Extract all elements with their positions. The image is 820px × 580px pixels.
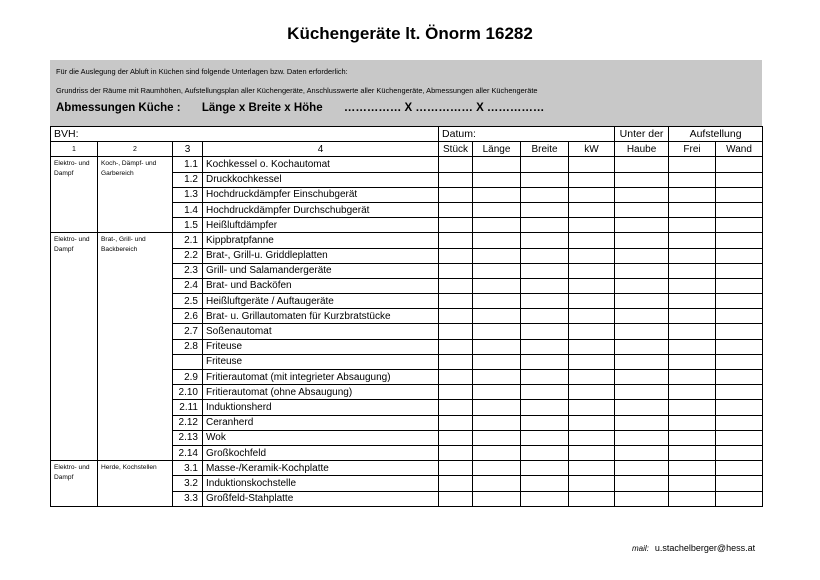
input-cell-breite[interactable]	[521, 294, 569, 309]
input-cell-stueck[interactable]	[439, 202, 473, 217]
item-number: 1.2	[173, 172, 203, 187]
input-cell-kw[interactable]	[569, 218, 615, 233]
input-cell-breite[interactable]	[521, 385, 569, 400]
input-cell-haube[interactable]	[615, 476, 669, 491]
input-cell-kw[interactable]	[569, 415, 615, 430]
input-cell-frei[interactable]	[669, 339, 716, 354]
input-cell-wand[interactable]	[716, 309, 763, 324]
input-cell-wand[interactable]	[716, 491, 763, 506]
input-cell-stueck[interactable]	[439, 187, 473, 202]
item-number: 2.13	[173, 430, 203, 445]
input-cell-frei[interactable]	[669, 294, 716, 309]
input-cell-frei[interactable]	[669, 354, 716, 369]
item-number: 2.2	[173, 248, 203, 263]
input-cell-frei[interactable]	[669, 430, 716, 445]
input-cell-kw[interactable]	[569, 400, 615, 415]
appliance-table	[50, 126, 763, 507]
input-cell-haube[interactable]	[615, 445, 669, 460]
item-description: Grill- und Salamandergeräte	[203, 263, 439, 278]
dimensions-label: Abmessungen Küche :	[56, 102, 181, 114]
input-cell-frei[interactable]	[669, 172, 716, 187]
input-cell-frei[interactable]	[669, 476, 716, 491]
item-number: 2.6	[173, 309, 203, 324]
header-row-1	[51, 127, 763, 142]
group-type: Elektro- und Dampf	[51, 233, 98, 461]
input-cell-breite[interactable]	[521, 370, 569, 385]
input-cell-kw[interactable]	[569, 187, 615, 202]
input-cell-haube[interactable]	[615, 324, 669, 339]
input-cell-breite[interactable]	[521, 218, 569, 233]
item-description: Induktionskochstelle	[203, 476, 439, 491]
input-cell-frei[interactable]	[669, 278, 716, 293]
input-cell-frei[interactable]	[669, 400, 716, 415]
input-cell-kw[interactable]	[569, 354, 615, 369]
input-cell-laenge[interactable]	[473, 461, 521, 476]
col-3-header: 3	[173, 142, 203, 157]
item-description: Hochdruckdämpfer Einschubgerät	[203, 187, 439, 202]
input-cell-wand[interactable]	[716, 187, 763, 202]
input-cell-breite[interactable]	[521, 278, 569, 293]
breite-header: Breite	[521, 142, 569, 157]
group-area: Herde, Kochstellen	[98, 461, 173, 507]
item-description: Induktionsherd	[203, 400, 439, 415]
input-cell-kw[interactable]	[569, 172, 615, 187]
input-cell-wand[interactable]	[716, 476, 763, 491]
input-cell-kw[interactable]	[569, 157, 615, 172]
input-cell-laenge[interactable]	[473, 309, 521, 324]
input-cell-wand[interactable]	[716, 415, 763, 430]
item-description: Ceranherd	[203, 415, 439, 430]
input-cell-frei[interactable]	[669, 385, 716, 400]
item-description: Brat- u. Grillautomaten für Kurzbratstücke	[203, 309, 439, 324]
input-cell-stueck[interactable]	[439, 218, 473, 233]
input-cell-stueck[interactable]	[439, 476, 473, 491]
item-description: Friteuse	[203, 354, 439, 369]
item-description: Kippbratpfanne	[203, 233, 439, 248]
bvh-cell: BVH:	[51, 127, 439, 142]
input-cell-frei[interactable]	[669, 233, 716, 248]
table-row	[51, 461, 763, 476]
input-cell-kw[interactable]	[569, 461, 615, 476]
input-cell-breite[interactable]	[521, 309, 569, 324]
input-cell-wand[interactable]	[716, 400, 763, 415]
input-cell-wand[interactable]	[716, 294, 763, 309]
input-cell-kw[interactable]	[569, 202, 615, 217]
input-cell-breite[interactable]	[521, 445, 569, 460]
dimensions-blank: …………… X …………… X ……………	[343, 102, 545, 114]
input-cell-laenge[interactable]	[473, 157, 521, 172]
input-cell-stueck[interactable]	[439, 233, 473, 248]
info-line-1: Für die Auslegung der Abluft in Küchen sind folgende Unterlagen bzw. Daten erforderlich:	[56, 67, 348, 76]
item-description: Heißluftdämpfer	[203, 218, 439, 233]
input-cell-frei[interactable]	[669, 202, 716, 217]
input-cell-kw[interactable]	[569, 370, 615, 385]
item-description: Brat-, Grill-u. Griddleplatten	[203, 248, 439, 263]
input-cell-haube[interactable]	[615, 172, 669, 187]
input-cell-wand[interactable]	[716, 385, 763, 400]
input-cell-stueck[interactable]	[439, 461, 473, 476]
mail-label: mail:	[632, 544, 649, 553]
input-cell-laenge[interactable]	[473, 294, 521, 309]
input-cell-frei[interactable]	[669, 324, 716, 339]
item-number: 1.5	[173, 218, 203, 233]
input-cell-kw[interactable]	[569, 324, 615, 339]
input-cell-laenge[interactable]	[473, 324, 521, 339]
item-description: Wok	[203, 430, 439, 445]
item-number: 3.2	[173, 476, 203, 491]
input-cell-breite[interactable]	[521, 263, 569, 278]
input-cell-laenge[interactable]	[473, 400, 521, 415]
item-number: 2.14	[173, 445, 203, 460]
item-number: 1.1	[173, 157, 203, 172]
datum-cell: Datum:	[439, 127, 615, 142]
item-description: Masse-/Keramik-Kochplatte	[203, 461, 439, 476]
input-cell-kw[interactable]	[569, 339, 615, 354]
item-description: Hochdruckdämpfer Durchschubgerät	[203, 202, 439, 217]
item-number: 2.3	[173, 263, 203, 278]
input-cell-breite[interactable]	[521, 476, 569, 491]
col-1-header: 1	[51, 142, 98, 157]
item-number: 1.3	[173, 187, 203, 202]
item-description: Großkochfeld	[203, 445, 439, 460]
input-cell-haube[interactable]	[615, 233, 669, 248]
input-cell-breite[interactable]	[521, 339, 569, 354]
input-cell-stueck[interactable]	[439, 445, 473, 460]
input-cell-wand[interactable]	[716, 157, 763, 172]
input-cell-wand[interactable]	[716, 263, 763, 278]
col-2-header: 2	[98, 142, 173, 157]
input-cell-frei[interactable]	[669, 248, 716, 263]
item-description: Kochkessel o. Kochautomat	[203, 157, 439, 172]
item-description: Fritierautomat (ohne Absaugung)	[203, 385, 439, 400]
input-cell-haube[interactable]	[615, 385, 669, 400]
input-cell-haube[interactable]	[615, 278, 669, 293]
item-number: 2.12	[173, 415, 203, 430]
input-cell-haube[interactable]	[615, 339, 669, 354]
input-cell-wand[interactable]	[716, 278, 763, 293]
input-cell-stueck[interactable]	[439, 430, 473, 445]
input-cell-breite[interactable]	[521, 187, 569, 202]
col-4-header: 4	[203, 142, 439, 157]
input-cell-kw[interactable]	[569, 233, 615, 248]
input-cell-frei[interactable]	[669, 491, 716, 506]
input-cell-haube[interactable]	[615, 248, 669, 263]
dimensions-value: Länge x Breite x Höhe	[201, 102, 323, 114]
input-cell-laenge[interactable]	[473, 218, 521, 233]
input-cell-kw[interactable]	[569, 445, 615, 460]
kw-header: kW	[569, 142, 615, 157]
input-cell-frei[interactable]	[669, 263, 716, 278]
input-cell-stueck[interactable]	[439, 278, 473, 293]
item-number: 2.1	[173, 233, 203, 248]
input-cell-kw[interactable]	[569, 491, 615, 506]
input-cell-frei[interactable]	[669, 309, 716, 324]
input-cell-breite[interactable]	[521, 430, 569, 445]
item-description: Brat- und Backöfen	[203, 278, 439, 293]
unter-der-cell: Unter der	[615, 127, 669, 142]
laenge-header: Länge	[473, 142, 521, 157]
input-cell-stueck[interactable]	[439, 263, 473, 278]
input-cell-stueck[interactable]	[439, 324, 473, 339]
item-number: 2.8	[173, 339, 203, 354]
group-type: Elektro- und Dampf	[51, 461, 98, 507]
input-cell-haube[interactable]	[615, 491, 669, 506]
input-cell-laenge[interactable]	[473, 172, 521, 187]
input-cell-kw[interactable]	[569, 263, 615, 278]
input-cell-wand[interactable]	[716, 370, 763, 385]
input-cell-frei[interactable]	[669, 370, 716, 385]
input-cell-wand[interactable]	[716, 248, 763, 263]
input-cell-laenge[interactable]	[473, 278, 521, 293]
info-box	[50, 60, 762, 126]
input-cell-haube[interactable]	[615, 400, 669, 415]
input-cell-haube[interactable]	[615, 294, 669, 309]
group-area: Koch-, Dämpf- und Garbereich	[98, 157, 173, 233]
input-cell-frei[interactable]	[669, 157, 716, 172]
input-cell-haube[interactable]	[615, 309, 669, 324]
input-cell-wand[interactable]	[716, 354, 763, 369]
input-cell-breite[interactable]	[521, 233, 569, 248]
input-cell-wand[interactable]	[716, 324, 763, 339]
input-cell-stueck[interactable]	[439, 294, 473, 309]
input-cell-breite[interactable]	[521, 248, 569, 263]
item-number: 3.1	[173, 461, 203, 476]
input-cell-laenge[interactable]	[473, 445, 521, 460]
input-cell-frei[interactable]	[669, 445, 716, 460]
input-cell-laenge[interactable]	[473, 339, 521, 354]
input-cell-stueck[interactable]	[439, 491, 473, 506]
item-number: 3.3	[173, 491, 203, 506]
input-cell-breite[interactable]	[521, 202, 569, 217]
table-row	[51, 233, 763, 248]
input-cell-wand[interactable]	[716, 218, 763, 233]
input-cell-wand[interactable]	[716, 339, 763, 354]
item-number: 2.4	[173, 278, 203, 293]
input-cell-haube[interactable]	[615, 187, 669, 202]
item-description: Friteuse	[203, 339, 439, 354]
input-cell-wand[interactable]	[716, 461, 763, 476]
input-cell-wand[interactable]	[716, 172, 763, 187]
mail-address[interactable]: u.stachelberger@hess.at	[654, 543, 756, 553]
input-cell-stueck[interactable]	[439, 157, 473, 172]
input-cell-stueck[interactable]	[439, 400, 473, 415]
input-cell-haube[interactable]	[615, 202, 669, 217]
frei-header: Frei	[669, 142, 716, 157]
input-cell-laenge[interactable]	[473, 187, 521, 202]
input-cell-frei[interactable]	[669, 415, 716, 430]
input-cell-breite[interactable]	[521, 415, 569, 430]
page-title: Küchengeräte lt. Önorm 16282	[287, 24, 533, 43]
input-cell-haube[interactable]	[615, 157, 669, 172]
haube-header: Haube	[615, 142, 669, 157]
input-cell-kw[interactable]	[569, 430, 615, 445]
input-cell-laenge[interactable]	[473, 354, 521, 369]
input-cell-breite[interactable]	[521, 157, 569, 172]
item-number	[173, 354, 203, 369]
input-cell-wand[interactable]	[716, 202, 763, 217]
input-cell-breite[interactable]	[521, 400, 569, 415]
input-cell-breite[interactable]	[521, 324, 569, 339]
input-cell-breite[interactable]	[521, 491, 569, 506]
group-type: Elektro- und Dampf	[51, 157, 98, 233]
input-cell-stueck[interactable]	[439, 415, 473, 430]
item-number: 2.5	[173, 294, 203, 309]
item-number: 1.4	[173, 202, 203, 217]
input-cell-laenge[interactable]	[473, 202, 521, 217]
input-cell-breite[interactable]	[521, 172, 569, 187]
input-cell-haube[interactable]	[615, 263, 669, 278]
input-cell-haube[interactable]	[615, 218, 669, 233]
input-cell-stueck[interactable]	[439, 172, 473, 187]
input-cell-kw[interactable]	[569, 476, 615, 491]
input-cell-wand[interactable]	[716, 233, 763, 248]
info-line-2: Grundriss der Räume mit Raumhöhen, Aufstellungsplan aller Küchengeräte, Anschlusswerte aller Küchengeräte, Abmessungen aller Küchengeräte	[56, 86, 538, 95]
input-cell-wand[interactable]	[716, 445, 763, 460]
table-row	[51, 157, 763, 172]
input-cell-laenge[interactable]	[473, 476, 521, 491]
input-cell-stueck[interactable]	[439, 354, 473, 369]
item-number: 2.10	[173, 385, 203, 400]
input-cell-laenge[interactable]	[473, 385, 521, 400]
input-cell-haube[interactable]	[615, 461, 669, 476]
input-cell-frei[interactable]	[669, 218, 716, 233]
kitchen-dimensions	[56, 102, 756, 114]
input-cell-stueck[interactable]	[439, 248, 473, 263]
input-cell-kw[interactable]	[569, 278, 615, 293]
stueck-header: Stück	[439, 142, 473, 157]
item-number: 2.11	[173, 400, 203, 415]
input-cell-stueck[interactable]	[439, 339, 473, 354]
item-number: 2.7	[173, 324, 203, 339]
input-cell-kw[interactable]	[569, 385, 615, 400]
input-cell-stueck[interactable]	[439, 385, 473, 400]
input-cell-wand[interactable]	[716, 430, 763, 445]
input-cell-laenge[interactable]	[473, 233, 521, 248]
item-description: Fritierautomat (mit integrieter Absaugung)	[203, 370, 439, 385]
input-cell-laenge[interactable]	[473, 370, 521, 385]
input-cell-laenge[interactable]	[473, 430, 521, 445]
input-cell-frei[interactable]	[669, 187, 716, 202]
item-description: Soßenautomat	[203, 324, 439, 339]
item-description: Heißluftgeräte / Auftaugeräte	[203, 294, 439, 309]
item-description: Druckkochkessel	[203, 172, 439, 187]
input-cell-kw[interactable]	[569, 294, 615, 309]
group-area: Brat-, Grill- und Backbereich	[98, 233, 173, 461]
input-cell-laenge[interactable]	[473, 415, 521, 430]
input-cell-stueck[interactable]	[439, 370, 473, 385]
input-cell-laenge[interactable]	[473, 491, 521, 506]
input-cell-haube[interactable]	[615, 415, 669, 430]
aufstellung-cell: Aufstellung	[669, 127, 763, 142]
item-description: Großfeld-Stahplatte	[203, 491, 439, 506]
input-cell-haube[interactable]	[615, 430, 669, 445]
header-row-2	[51, 142, 763, 157]
input-cell-kw[interactable]	[569, 309, 615, 324]
input-cell-breite[interactable]	[521, 354, 569, 369]
wand-header: Wand	[716, 142, 763, 157]
input-cell-kw[interactable]	[569, 248, 615, 263]
footer-mail	[632, 543, 755, 553]
input-cell-haube[interactable]	[615, 354, 669, 369]
input-cell-laenge[interactable]	[473, 263, 521, 278]
input-cell-laenge[interactable]	[473, 248, 521, 263]
input-cell-frei[interactable]	[669, 461, 716, 476]
item-number: 2.9	[173, 370, 203, 385]
input-cell-stueck[interactable]	[439, 309, 473, 324]
input-cell-breite[interactable]	[521, 461, 569, 476]
input-cell-haube[interactable]	[615, 370, 669, 385]
